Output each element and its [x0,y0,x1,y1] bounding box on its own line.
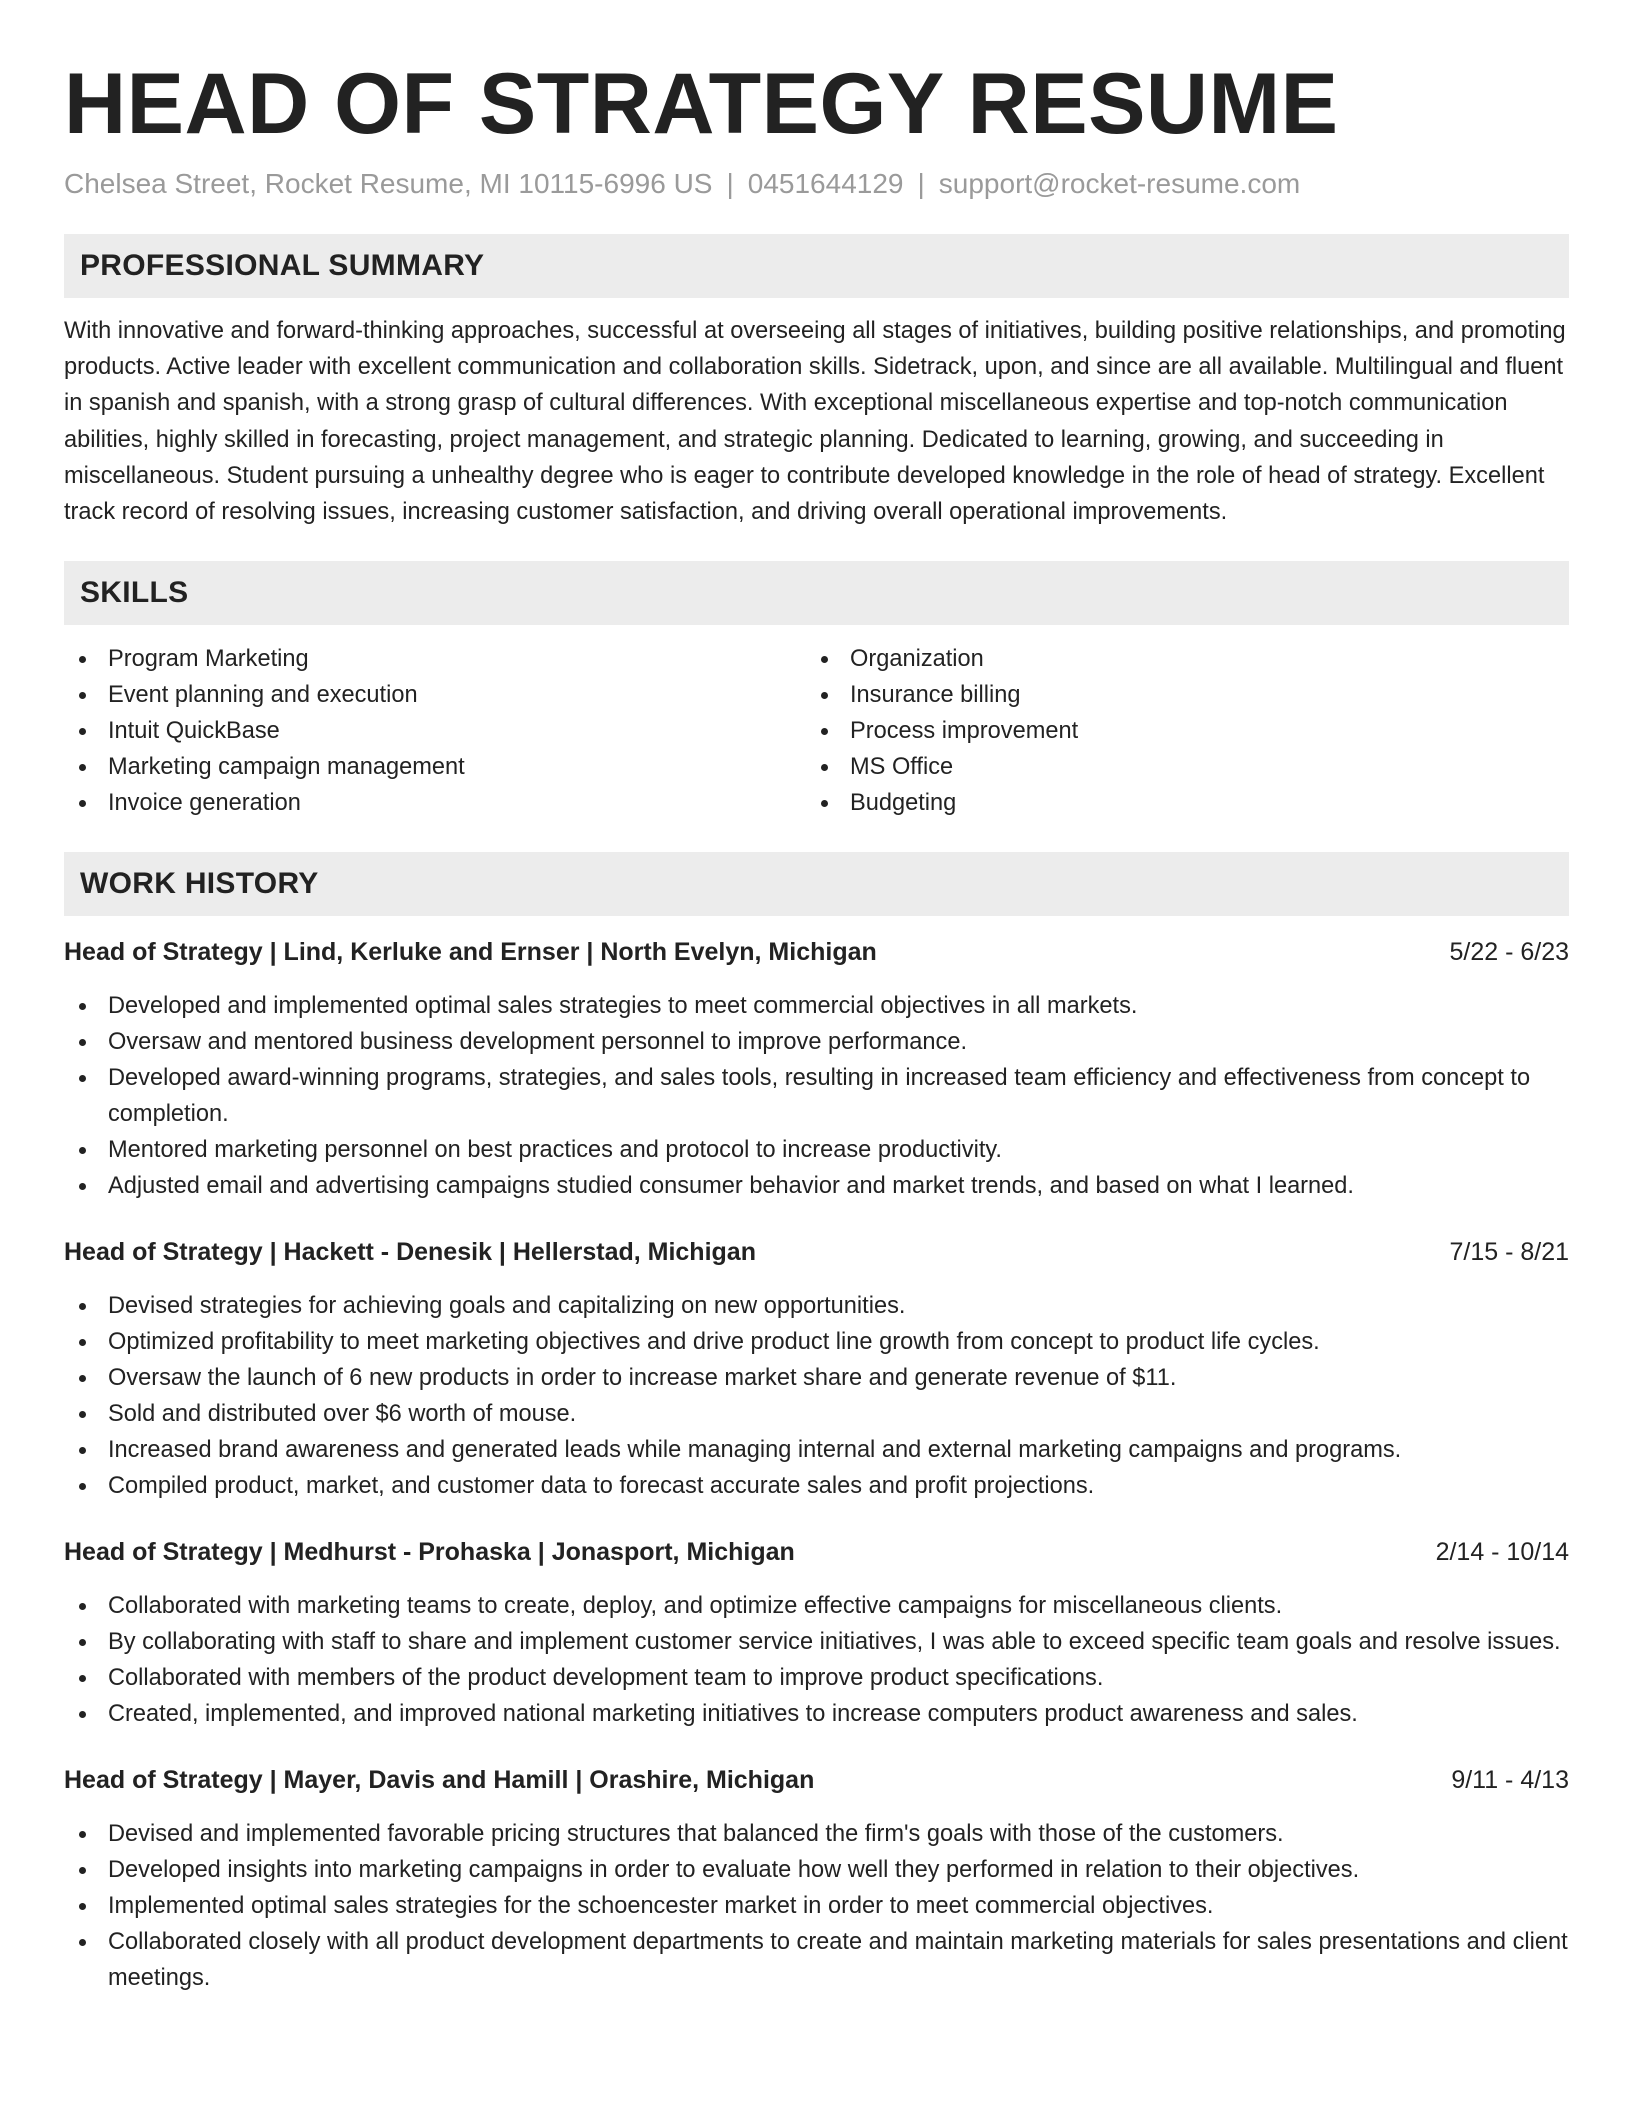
job-bullet: Devised and implemented favorable pricing structures that balanced the firm's goals with those of the customers. [64,1816,1569,1852]
job-header [64,1534,1569,1570]
skill-item: Organization [806,641,1548,677]
job-entry [64,934,1569,1204]
contact-address: Chelsea Street, Rocket Resume, MI 10115-6996 US [64,168,713,199]
job-bullet: Developed and implemented optimal sales strategies to meet commercial objectives in all markets. [64,988,1569,1024]
job-bullet: Implemented optimal sales strategies for the schoencester market in order to meet commercial objectives. [64,1888,1569,1924]
resume-title: HEAD OF STRATEGY RESUME [64,56,1339,152]
job-bullet: Created, implemented, and improved national marketing initiatives to increase computers product awareness and sales. [64,1696,1569,1732]
skills-heading: SKILLS [64,561,1569,625]
job-bullet: Developed award-winning programs, strategies, and sales tools, resulting in increased team efficiency and effectiveness from concept to completion. [64,1060,1569,1132]
job-bullet: Collaborated with marketing teams to create, deploy, and optimize effective campaigns for miscellaneous clients. [64,1588,1569,1624]
job-bullet: By collaborating with staff to share and implement customer service initiatives, I was able to exceed specific team goals and resolve issues. [64,1624,1569,1660]
job-dates: 9/11 - 4/13 [1451,1766,1569,1795]
job-bullet: Developed insights into marketing campaigns in order to evaluate how well they performed in relation to their objectives. [64,1852,1569,1888]
job-bullet: Collaborated closely with all product development departments to create and maintain marketing materials for sales presentations and client meetings. [64,1924,1569,1996]
skill-item: Process improvement [806,713,1548,749]
summary-text: With innovative and forward-thinking approaches, successful at overseeing all stages of initiatives, building positive relationships, and promoting products. Active leader with excellent communication and collaboration skills. Sidetrack, upon, and since are all available. Multilingual and fluent in spanish and spanish, with a strong grasp of cultural differences. With exceptional miscellaneous expertise and top-notch communication abilities, highly skilled in forecasting, project management, and strategic planning. Dedicated to learning, growing, and succeeding in miscellaneous. Student pursuing a unhealthy degree who is eager to contribute developed knowledge in the role of head of strategy. Excellent track record of resolving issues, increasing customer satisfaction, and driving overall operational improvements. [64,318,1566,526]
job-dates: 7/15 - 8/21 [1449,1238,1569,1267]
contact-phone: 0451644129 [747,168,904,199]
job-bullet: Increased brand awareness and generated leads while managing internal and external marketing campaigns and programs. [64,1432,1569,1468]
skills-column-right [806,641,1548,821]
job-bullet: Adjusted email and advertising campaigns studied consumer behavior and market trends, and based on what I learned. [64,1168,1569,1204]
skill-item: Intuit QuickBase [64,713,806,749]
job-title: Head of Strategy | Hackett - Denesik | Hellerstad, Michigan [64,1238,756,1267]
contact-email: support@rocket-resume.com [938,168,1301,199]
skill-item: MS Office [806,749,1548,785]
job-entry [64,1234,1569,1504]
job-dates: 2/14 - 10/14 [1435,1538,1569,1567]
job-title: Head of Strategy | Lind, Kerluke and Ernser | North Evelyn, Michigan [64,938,877,967]
job-bullet: Collaborated with members of the product development team to improve product specifications. [64,1660,1569,1696]
skills-grid [64,641,1569,821]
skill-item: Program Marketing [64,641,806,677]
job-header [64,1762,1569,1798]
job-entry [64,1762,1569,1996]
skill-item: Marketing campaign management [64,749,806,785]
job-bullet: Devised strategies for achieving goals and capitalizing on new opportunities. [64,1288,1569,1324]
skills-column-left [64,641,806,821]
job-bullet: Optimized profitability to meet marketing objectives and drive product line growth from concept to product life cycles. [64,1324,1569,1360]
contact-line [64,166,1569,202]
job-bullet: Mentored marketing personnel on best practices and protocol to increase productivity. [64,1132,1569,1168]
summary-heading: PROFESSIONAL SUMMARY [64,234,1569,298]
job-bullet: Sold and distributed over $6 worth of mouse. [64,1396,1569,1432]
skill-item: Invoice generation [64,785,806,821]
job-bullet: Oversaw the launch of 6 new products in order to increase market share and generate revenue of $11. [64,1360,1569,1396]
job-bullets [64,1588,1569,1732]
job-bullets [64,988,1569,1204]
contact-separator: | [726,168,734,199]
work-history-heading: WORK HISTORY [64,852,1569,916]
job-bullet: Compiled product, market, and customer data to forecast accurate sales and profit projections. [64,1468,1569,1504]
skill-item: Event planning and execution [64,677,806,713]
job-entry [64,1534,1569,1732]
job-dates: 5/22 - 6/23 [1449,938,1569,967]
job-bullets [64,1816,1569,1996]
job-header [64,1234,1569,1270]
job-header [64,934,1569,970]
contact-separator: | [917,168,925,199]
skill-item: Insurance billing [806,677,1548,713]
job-bullets [64,1288,1569,1504]
job-bullet: Oversaw and mentored business development personnel to improve performance. [64,1024,1569,1060]
skill-item: Budgeting [806,785,1548,821]
job-title: Head of Strategy | Medhurst - Prohaska | Jonasport, Michigan [64,1538,795,1567]
job-title: Head of Strategy | Mayer, Davis and Hamill | Orashire, Michigan [64,1766,815,1795]
